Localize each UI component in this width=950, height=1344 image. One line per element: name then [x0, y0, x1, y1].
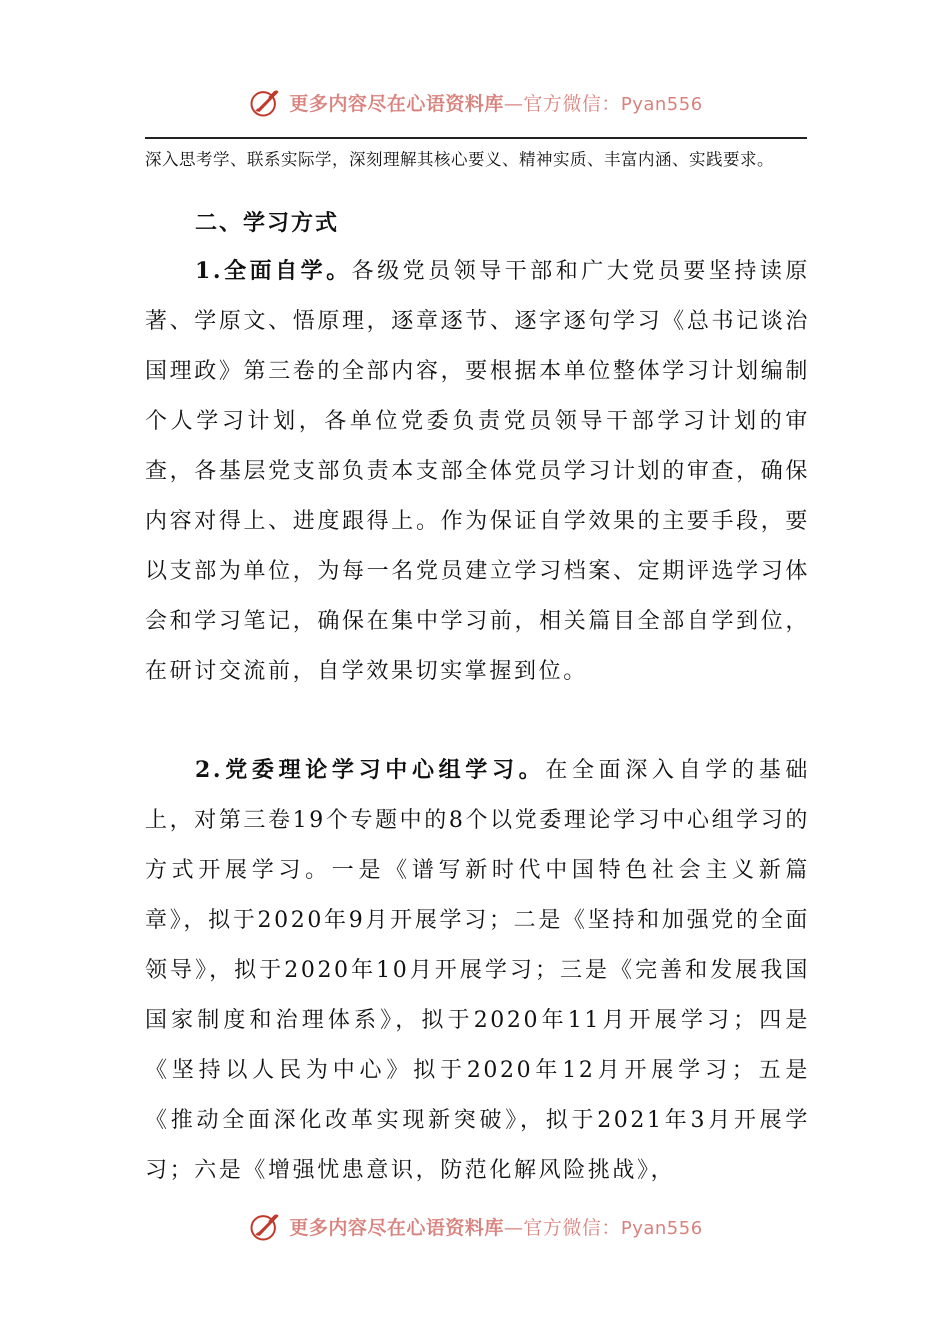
paragraph-self-study — [145, 246, 810, 697]
paragraph-text: 各级党员领导干部和广大党员要坚持读原著、学原文、悟原理，逐章逐节、逐字逐句学习《总书记谈治国理政》第三卷的全部内容，要根据本单位整体学习计划编制个人学习计划，各单位党委负责党员领导干部学习计划的审查，各基层党支部负责本支部全体党员学习计划的审查，确保内容对得上、进度跟得上。作为保证自学效果的主要手段，要以支部为单位，为每一名党员建立学习档案、定期评选学习体会和学习笔记，确保在集中学习前，相关篇目全部自学到位，在研讨交流前，自学效果切实掌握到位。 — [145, 259, 810, 684]
watermark-dash: — — [503, 92, 524, 115]
watermark-label: 官方微信： — [523, 1216, 621, 1239]
watermark-label: 官方微信： — [523, 92, 621, 115]
paragraph-lead-in: 1.全面自学。 — [195, 258, 352, 284]
lead-paragraph: 深入思考学、联系实际学，深刻理解其核心要义、精神实质、丰富内涵、实践要求。 — [145, 150, 774, 169]
watermark-id: Pyan556 — [620, 1217, 703, 1239]
watermark-brand: 更多内容尽在心语资料库 — [289, 92, 504, 115]
header-divider — [145, 137, 807, 139]
watermark-text — [289, 89, 702, 116]
quill-pen-logo-icon — [247, 1208, 283, 1244]
watermark-text — [289, 1213, 702, 1240]
section-heading: 二、学习方式 — [195, 210, 340, 236]
watermark-brand: 更多内容尽在心语资料库 — [289, 1216, 504, 1239]
footer-watermark — [0, 1208, 950, 1244]
paragraph-group-study — [145, 745, 810, 1196]
watermark-id: Pyan556 — [620, 93, 703, 115]
paragraph-text: 在全面深入自学的基础上，对第三卷19个专题中的8个以党委理论学习中心组学习的方式开展学习。一是《谱写新时代中国特色社会主义新篇章》，拟于2020年9月开展学习；二是《坚持和加强党的全面领导》，拟于2020年10月开展学习；三是《完善和发展我国国家制度和治理体系》，拟于2020年11月开展学习；四是《坚持以人民为中心》拟于2020年12月开展学习；五是《推动全面深化改革实现新突破》，拟于2021年3月开展学习；六是《增强忧患意识，防范化解风险挑战》， — [145, 758, 810, 1183]
quill-pen-logo-icon — [247, 84, 283, 120]
header-watermark — [0, 84, 950, 120]
paragraph-lead-in: 2.党委理论学习中心组学习。 — [195, 757, 546, 783]
watermark-dash: — — [503, 1216, 524, 1239]
